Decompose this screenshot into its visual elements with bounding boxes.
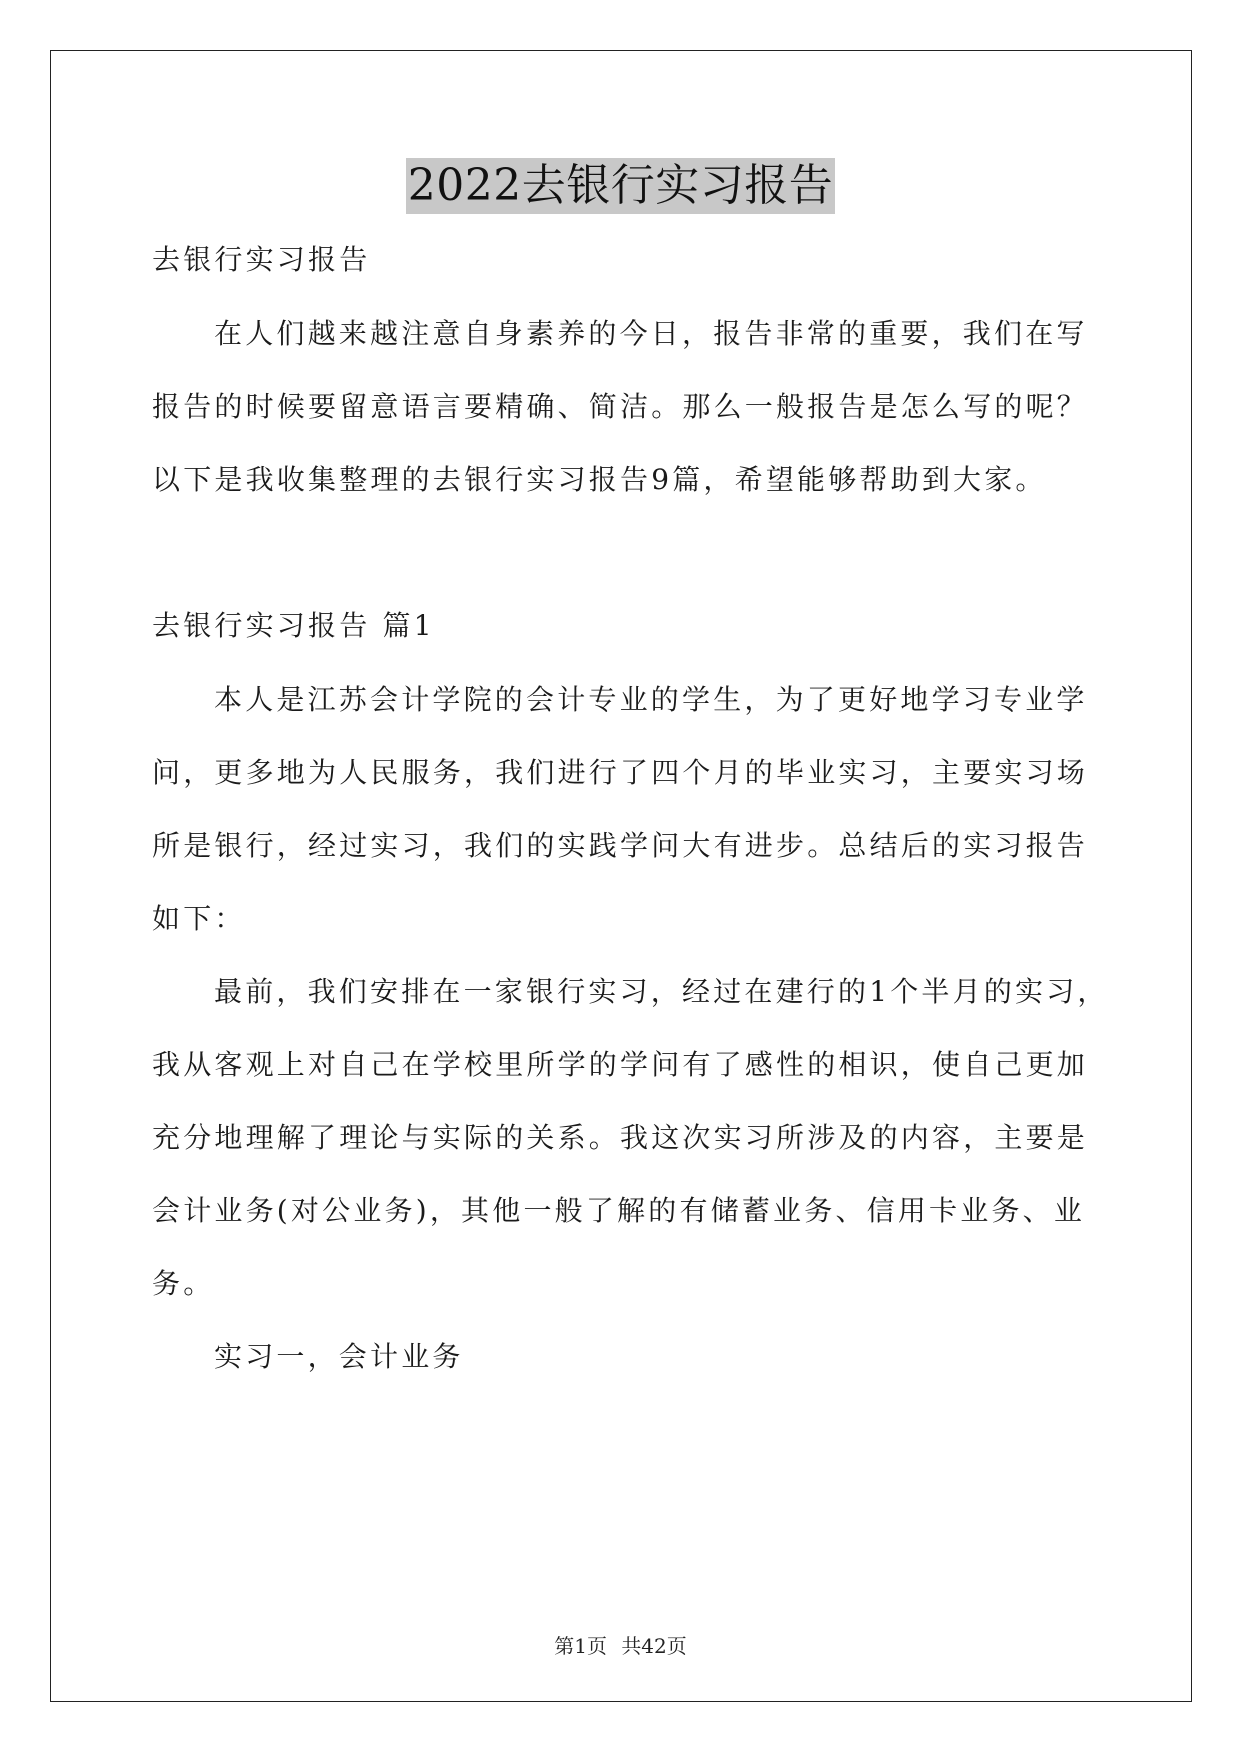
paragraph-line: 会计业务(对公业务)，其他一般了解的有储蓄业务、信用卡业务、业 bbox=[152, 1194, 1086, 1227]
section-heading: 去银行实习报告 篇1 bbox=[152, 609, 435, 642]
paragraph-line: 所是银行，经过实习，我们的实践学问大有进步。总结后的实习报告 bbox=[152, 829, 1089, 862]
document-title: 2022去银行实习报告 bbox=[406, 158, 835, 214]
paragraph-line: 报告的时候要留意语言要精确、简洁。那么一般报告是怎么写的呢？ bbox=[152, 390, 1089, 423]
total-pages: 共42页 bbox=[621, 1634, 687, 1658]
paragraph-line: 以下是我收集整理的去银行实习报告9篇，希望能够帮助到大家。 bbox=[152, 463, 1047, 496]
paragraph-line: 问，更多地为人民服务，我们进行了四个月的毕业实习，主要实习场 bbox=[152, 756, 1089, 789]
paragraph-line: 我从客观上对自己在学校里所学的学问有了感性的相识，使自己更加 bbox=[152, 1048, 1089, 1081]
paragraph-line: 本人是江苏会计学院的会计专业的学生，为了更好地学习专业学 bbox=[214, 683, 1088, 716]
page-border bbox=[50, 50, 1192, 1702]
paragraph-line: 在人们越来越注意自身素养的今日，报告非常的重要，我们在写 bbox=[214, 317, 1088, 350]
paragraph-line: 充分地理解了理论与实际的关系。我这次实习所涉及的内容，主要是 bbox=[152, 1121, 1089, 1154]
paragraph-line: 如下： bbox=[152, 902, 246, 935]
paragraph-line: 务。 bbox=[152, 1267, 215, 1300]
page-footer bbox=[0, 1634, 1241, 1658]
paragraph-line: 最前，我们安排在一家银行实习，经过在建行的1个半月的实习， bbox=[214, 975, 1109, 1008]
subsection-heading: 实习一，会计业务 bbox=[214, 1340, 464, 1373]
page-number: 第1页 bbox=[554, 1634, 607, 1658]
section-heading: 去银行实习报告 bbox=[152, 243, 371, 276]
title-container bbox=[0, 158, 1241, 214]
